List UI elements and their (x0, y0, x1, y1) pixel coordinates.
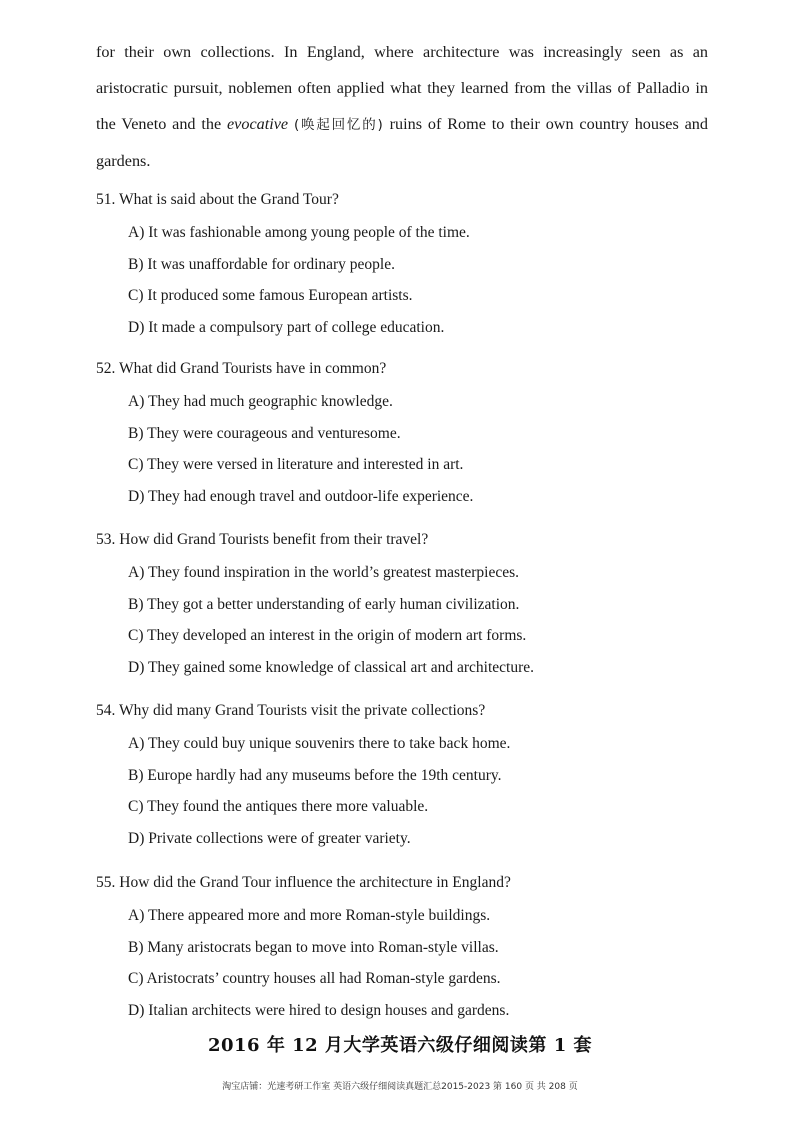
option-b: B) Europe hardly had any museums before the 19th century. (128, 766, 502, 784)
option-d: D) They had enough travel and outdoor-life experience. (128, 487, 474, 505)
passage-gloss: (唤起回忆的) (293, 117, 384, 133)
option-b: B) They got a better understanding of early human civilization. (128, 595, 520, 613)
question-stem: 53. How did Grand Tourists benefit from their travel? (96, 531, 429, 548)
option-a: A) They had much geographic knowledge. (128, 393, 393, 410)
option-d: D) They gained some knowledge of classical art and architecture. (128, 658, 534, 676)
option-d: D) It made a compulsory part of college education. (128, 318, 445, 336)
option-b: B) Many aristocrats began to move into Roman-style villas. (128, 938, 499, 956)
passage-text-after: ruins of Rome to their own country houses and gardens. (96, 115, 708, 170)
question-53 (96, 530, 736, 678)
question-54 (96, 701, 736, 849)
option-c: C) They found the antiques there more valuable. (128, 798, 429, 815)
question-stem: 51. What is said about the Grand Tour? (96, 191, 339, 208)
question-52 (96, 359, 736, 507)
page-footer: 淘宝店铺：光速考研工作室 英语六级仔细阅读真题汇总2015-2023 第 160 页 共 208 页 (222, 1082, 578, 1092)
question-stem: 52. What did Grand Tourists have in common? (96, 360, 387, 377)
question-55 (96, 873, 736, 1021)
option-d: D) Private collections were of greater variety. (128, 829, 411, 847)
option-b: B) They were courageous and venturesome. (128, 424, 401, 442)
option-b: B) It was unaffordable for ordinary people. (128, 255, 395, 273)
passage-paragraph (96, 34, 708, 179)
option-c: C) Aristocrats’ country houses all had Roman-style gardens. (128, 970, 501, 987)
option-d: D) Italian architects were hired to design houses and gardens. (128, 1001, 510, 1019)
option-a: A) They found inspiration in the world’s greatest masterpieces. (128, 564, 519, 581)
question-stem: 54. Why did many Grand Tourists visit the private collections? (96, 702, 486, 719)
option-c: C) They developed an interest in the origin of modern art forms. (128, 627, 527, 644)
option-c: C) They were versed in literature and interested in art. (128, 456, 464, 473)
passage-text-before: for their own collections. In England, where architecture was increasingly seen as an aristocratic pursuit, noblemen often applied what they learned from the villas of Palladio in the Veneto and the (96, 43, 708, 133)
question-stem: 55. How did the Grand Tour influence the architecture in England? (96, 874, 511, 891)
option-a: A) They could buy unique souvenirs there to take back home. (128, 735, 511, 752)
section-title: 2016 年 12 月大学英语六级仔细阅读第 1 套 (207, 1035, 592, 1056)
question-51 (96, 190, 736, 338)
option-c: C) It produced some famous European artists. (128, 287, 413, 304)
option-a: A) There appeared more and more Roman-style buildings. (128, 907, 491, 924)
option-a: A) It was fashionable among young people of the time. (128, 224, 470, 241)
passage-italic-word: evocative (226, 115, 289, 133)
